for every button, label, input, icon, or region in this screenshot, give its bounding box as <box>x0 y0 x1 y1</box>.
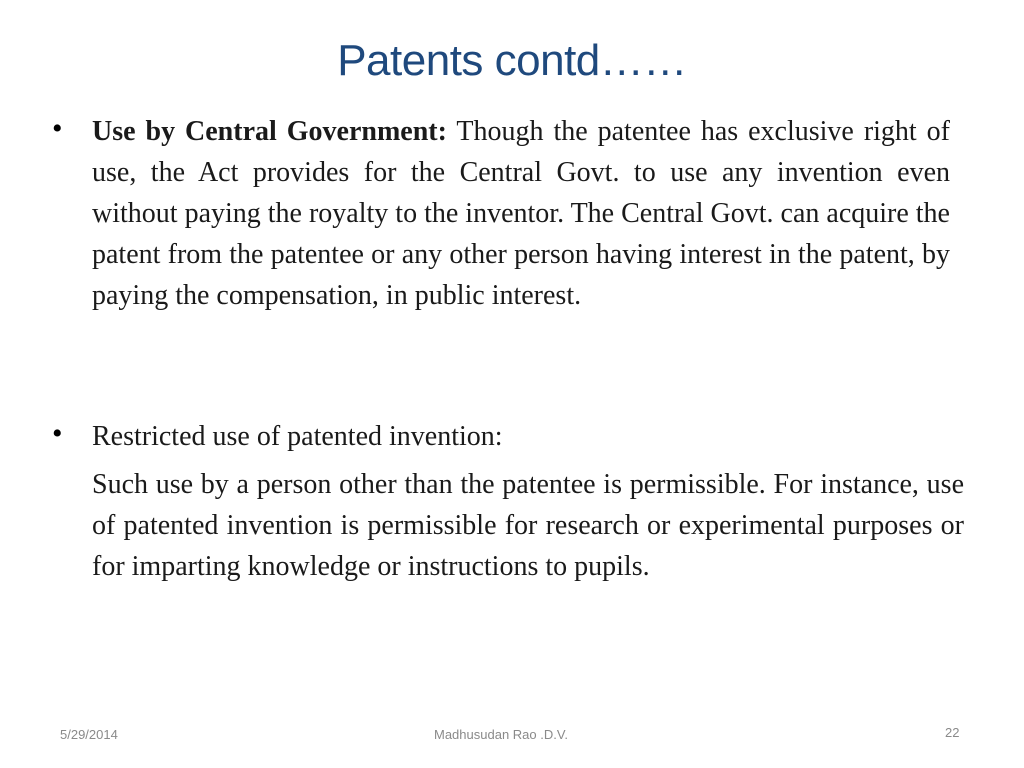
bullet-paragraph-2: Restricted use of patented invention: <box>92 421 503 452</box>
footer-author: Madhusudan Rao .D.V. <box>434 727 568 742</box>
footer-page-number: 22 <box>945 725 960 740</box>
bullet-marker-2: • <box>52 417 63 450</box>
bullet-paragraph-1 <box>92 111 950 316</box>
bullet-text: Though the patentee has exclusive right of use, the Act provides for the Central Govt. to use any invention even without paying the royalty to the inventor. The Central Govt. can acquire the patent from the patentee or any other person having interest in the patent, by paying the compensation, in public interest. <box>92 116 950 311</box>
footer-date: 5/29/2014 <box>60 727 118 742</box>
slide-title: Patents contd…… <box>337 36 687 85</box>
bullet-marker-1: • <box>52 112 63 145</box>
bullet-heading: Use by Central Government: <box>92 116 447 147</box>
bullet-continuation-paragraph: Such use by a person other than the patentee is permissible. For instance, use of patented invention is permissible for research or experimental purposes or for imparting knowledge or instructions to pupils. <box>92 469 964 582</box>
